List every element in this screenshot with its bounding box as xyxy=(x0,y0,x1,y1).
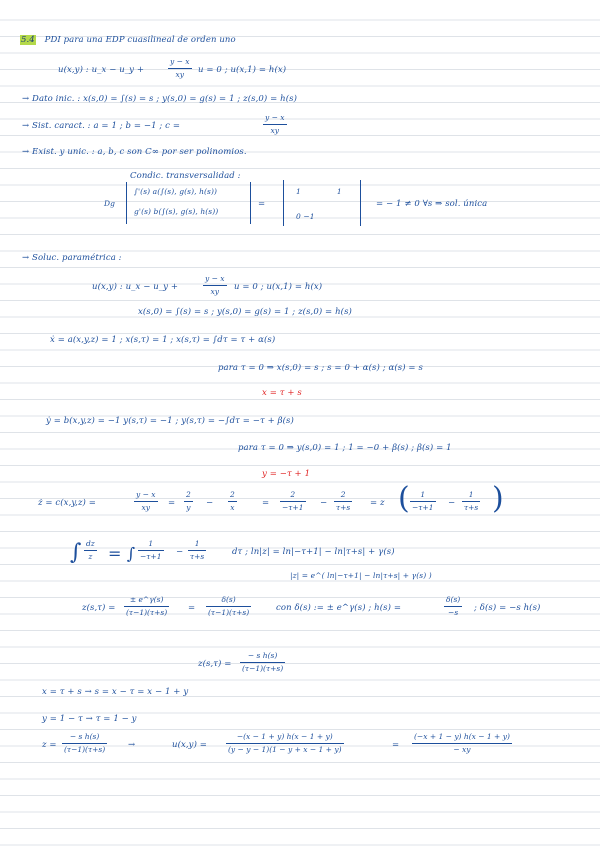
fraction-coef: y − x xy xyxy=(170,57,190,79)
int-minus: − xyxy=(176,547,184,557)
pde-repeat-right: u = 0 ; u(x,1) = h(x) xyxy=(234,282,323,292)
u-label: u(x,y) = xyxy=(172,740,208,750)
pde-repeat-left: u(x,y) : u_x − u_y + xyxy=(92,282,179,292)
z-frac-6: 1 −τ+1 xyxy=(412,490,434,512)
det-mid-bar xyxy=(250,182,251,224)
existence-line: → Exist. y unic. : a, b, c son C∞ por ser polinomios. xyxy=(22,147,247,157)
y-solution: y = −τ + 1 xyxy=(262,469,311,479)
x-equation: ẋ = a(x,y,z) = 1 ; x(s,τ) = 1 ; x(s,τ) = ∫dτ = τ + α(s) xyxy=(50,335,276,345)
equals-sign: = xyxy=(258,199,266,209)
z-sub-label: z = xyxy=(42,740,57,750)
det2-left-bar xyxy=(283,180,284,226)
z-minus-3: − xyxy=(448,498,456,508)
det2-right-bar xyxy=(360,180,361,226)
fraction-c: y − x xy xyxy=(265,113,285,135)
exercise-number: 5.4 xyxy=(21,35,35,45)
parametric-heading: → Soluc. paramétrica : xyxy=(22,253,122,263)
z-frac-1: y − x xy xyxy=(136,490,156,512)
z-frac-2: 2 y xyxy=(186,490,191,512)
zst-frac: ± e^γ(s) (τ−1)(τ+s) xyxy=(126,595,168,617)
z-final-frac: − s h(s) (τ−1)(τ+s) xyxy=(242,651,284,673)
u-sub-frac: −(x − 1 + y) h(x − 1 + y) (y − y − 1)(1 − y + x − 1 + y) xyxy=(228,732,342,754)
z-sub-frac: − s h(s) (τ−1)(τ+s) xyxy=(64,732,106,754)
z-minus-2: − xyxy=(320,498,328,508)
det-result: = − 1 ≠ 0 ∀s ⇒ sol. única xyxy=(376,199,488,209)
z-final-label: z(s,τ) = xyxy=(198,659,232,669)
u-final-frac: (−x + 1 − y) h(x − 1 + y) − xy xyxy=(414,732,510,754)
z-right-paren: ) xyxy=(492,481,504,516)
det2-row-2: 0 −1 xyxy=(296,212,315,221)
log-equation: dτ ; ln|z| = ln|−τ+1| − ln|τ+s| + γ(s) xyxy=(232,547,395,557)
delta-definition: con δ(s) := ± e^γ(s) ; h(s) = xyxy=(276,603,402,613)
int-frac-1: 1 −τ+1 xyxy=(140,539,162,561)
delta-result: ; δ(s) = −s h(s) xyxy=(474,603,541,613)
hs-frac: δ(s) −s xyxy=(446,595,461,617)
z-eq-sign-3: = z xyxy=(370,498,385,508)
z-frac-4: 2 −τ+1 xyxy=(282,490,304,512)
fraction-coef-2: y − x xy xyxy=(205,274,225,296)
substitution-x: x = τ + s → s = x − τ = x − 1 + y xyxy=(42,687,189,697)
int-frac-2: 1 τ+s xyxy=(190,539,205,561)
transversality-heading: Condic. transversalidad : xyxy=(130,171,241,181)
integral-sign-1: ∫ xyxy=(70,540,82,565)
integral-sign-2: = ∫ xyxy=(108,544,136,563)
x-solution: x = τ + s xyxy=(262,388,302,398)
z-frac-3: 2 x xyxy=(230,490,235,512)
det2-row-1: 1 1 xyxy=(296,187,342,196)
y-equation: ẏ = b(x,y,z) = −1 y(s,τ) = −1 ; y(s,τ) = −∫dτ = −τ + β(s) xyxy=(46,416,294,426)
x-initial-condition: para τ = 0 ⇒ x(s,0) = s ; s = 0 + α(s) ; α(s) = s xyxy=(218,363,423,373)
z-frac-5: 2 τ+s xyxy=(336,490,351,512)
u-eq-sign: = xyxy=(392,740,400,750)
z-eq-sign-2: = xyxy=(262,498,270,508)
exercise-heading xyxy=(20,36,236,45)
substitution-y: y = 1 − τ → τ = 1 − y xyxy=(42,714,137,724)
dz-over-z: dz z xyxy=(86,539,95,561)
zst-label: z(s,τ) = xyxy=(82,603,116,613)
z-minus-1: − xyxy=(206,498,214,508)
pde-statement-right: u = 0 ; u(x,1) = h(x) xyxy=(198,65,287,75)
pde-statement-left: u(x,y) : u_x − u_y + xyxy=(58,65,145,75)
z-eq-sign-1: = xyxy=(168,498,176,508)
implies-arrow: → xyxy=(128,740,136,750)
z-frac-7: 1 τ+s xyxy=(464,490,479,512)
z-left-paren: ( xyxy=(398,481,410,516)
y-initial-condition: para τ = 0 ⇒ y(s,0) = 1 ; 1 = −0 + β(s) ; β(s) = 1 xyxy=(238,443,452,453)
det-row-1: ∫'(s) a(∫(s), g(s), h(s)) xyxy=(134,187,218,196)
det-row-2: g'(s) b(∫(s), g(s), h(s)) xyxy=(134,207,219,216)
initial-data-line: → Dato inic. : x(s,0) = ∫(s) = s ; y(s,0) = g(s) = 1 ; z(s,0) = h(s) xyxy=(22,94,298,104)
exercise-title: PDI para una EDP cuasilineal de orden uno xyxy=(44,35,236,45)
det-label: Dg xyxy=(104,199,116,208)
z-equation-label: ż = c(x,y,z) = xyxy=(38,498,96,508)
zst-eq-sign: = xyxy=(188,603,196,613)
dst-frac: δ(s) (τ−1)(τ+s) xyxy=(208,595,250,617)
abs-z-equation: |z| = e^( ln|−τ+1| − ln|τ+s| + γ(s) ) xyxy=(290,571,432,580)
characteristic-system-line: → Sist. caract. : a = 1 ; b = −1 ; c = xyxy=(22,121,181,131)
det-left-bar xyxy=(126,182,127,224)
initial-data-repeat: x(s,0) = ∫(s) = s ; y(s,0) = g(s) = 1 ; z(s,0) = h(s) xyxy=(138,307,352,317)
